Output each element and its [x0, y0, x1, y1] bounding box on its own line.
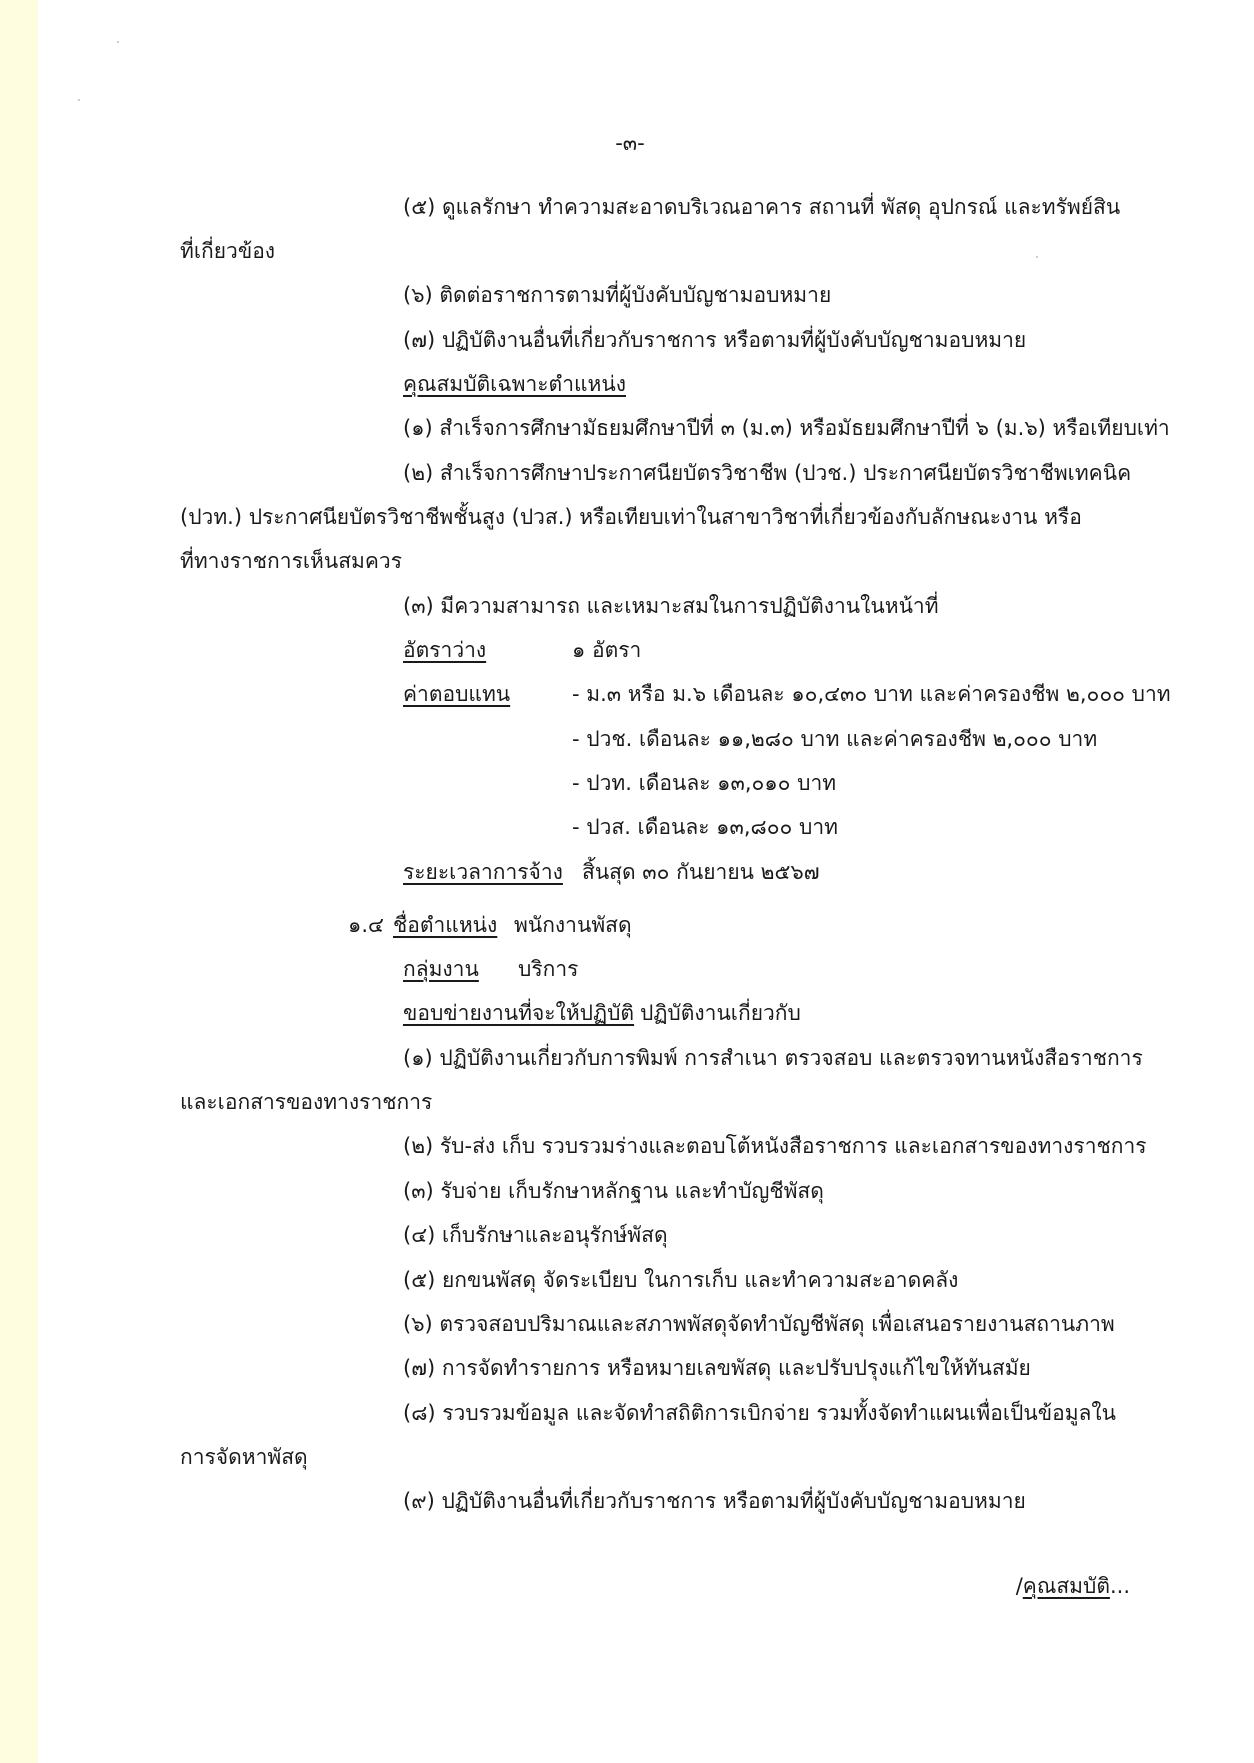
term-label: ระยะเวลาการจ้าง: [403, 860, 563, 884]
page-number: -๓-: [615, 131, 645, 155]
qualification-line-wrap: (ปวท.) ประกาศนียบัตรวิชาชีพชั้นสูง (ปวส.) หรือเทียบเท่าในสาขาวิชาที่เกี่ยวข้องกับลักษณะงาน หรือ: [180, 505, 1082, 529]
duty-line: (๙) ปฏิบัติงานอื่นที่เกี่ยวกับราชการ หรือตามที่ผู้บังคับบัญชามอบหมาย: [403, 1489, 1026, 1513]
duty-line-wrap: ที่เกี่ยวข้อง: [180, 239, 276, 263]
qualification-line: (๓) มีความสามารถ และเหมาะสมในการปฏิบัติงานในหน้าที่: [403, 594, 939, 618]
duty-line: (๓) รับจ่าย เก็บรักษาหลักฐาน และทำบัญชีพัสดุ: [403, 1179, 824, 1203]
group-value: บริการ: [518, 957, 579, 981]
scope-value: ปฏิบัติงานเกี่ยวกับ: [640, 1001, 801, 1025]
scan-speck: [78, 99, 80, 101]
continuation-link-text: คุณสมบัติ: [1022, 1574, 1110, 1598]
scan-speck: [117, 41, 119, 43]
compensation-label: ค่าตอบแทน: [403, 682, 511, 706]
term-value: สิ้นสุด ๓๐ กันยายน ๒๕๖๗: [582, 860, 820, 884]
compensation-line: - ปวท. เดือนละ ๑๓,๐๑๐ บาท: [572, 771, 837, 795]
qualifications-heading: คุณสมบัติเฉพาะตำแหน่ง: [403, 372, 626, 396]
continuation-suffix: ...: [1109, 1574, 1130, 1598]
duty-line: (๖) ติดต่อราชการตามที่ผู้บังคับบัญชามอบหมาย: [403, 283, 832, 307]
section-number: ๑.๔: [348, 913, 384, 937]
duty-line: (๔) เก็บรักษาและอนุรักษ์พัสดุ: [403, 1223, 668, 1247]
compensation-line: - ปวช. เดือนละ ๑๑,๒๘๐ บาท และค่าครองชีพ ๒,๐๐๐ บาท: [572, 727, 1098, 751]
scope-label: ขอบข่ายงานที่จะให้ปฏิบัติ: [403, 1001, 635, 1025]
position-label: ชื่อตำแหน่ง: [393, 913, 498, 937]
continuation-marker: [1016, 1571, 1130, 1601]
qualification-line: (๑) สำเร็จการศึกษามัธยมศึกษาปีที่ ๓ (ม.๓) หรือมัธยมศึกษาปีที่ ๖ (ม.๖) หรือเทียบเท่า: [403, 416, 1170, 440]
duty-line: (๕) ดูแลรักษา ทำความสะอาดบริเวณอาคาร สถานที่ พัสดุ อุปกรณ์ และทรัพย์สิน: [403, 195, 1121, 219]
duty-line: (๘) รวบรวมข้อมูล และจัดทำสถิติการเบิกจ่าย รวมทั้งจัดทำแผนเพื่อเป็นข้อมูลใน: [403, 1401, 1117, 1425]
scan-speck: [1036, 256, 1038, 258]
qualification-line: (๒) สำเร็จการศึกษาประกาศนียบัตรวิชาชีพ (ปวช.) ประกาศนียบัตรวิชาชีพเทคนิค: [403, 461, 1132, 485]
vacancy-label: อัตราว่าง: [403, 638, 487, 662]
compensation-line: - ปวส. เดือนละ ๑๓,๘๐๐ บาท: [572, 815, 838, 839]
position-value: พนักงานพัสดุ: [514, 913, 632, 937]
duty-line: (๒) รับ-ส่ง เก็บ รวบรวมร่างและตอบโต้หนังสือราชการ และเอกสารของทางราชการ: [403, 1134, 1147, 1158]
duty-line: (๕) ยกขนพัสดุ จัดระเบียบ ในการเก็บ และทำความสะอาดคลัง: [403, 1268, 959, 1292]
duty-line-wrap: และเอกสารของทางราชการ: [180, 1090, 433, 1114]
duty-line: (๑) ปฏิบัติงานเกี่ยวกับการพิมพ์ การสำเนา ตรวจสอบ และตรวจทานหนังสือราชการ: [403, 1046, 1143, 1070]
vacancy-value: ๑ อัตรา: [572, 638, 642, 662]
qualification-line-wrap: ที่ทางราชการเห็นสมควร: [180, 549, 402, 573]
group-label: กลุ่มงาน: [403, 957, 479, 981]
duty-line: (๖) ตรวจสอบปริมาณและสภาพพัสดุจัดทำบัญชีพัสดุ เพื่อเสนอรายงานสถานภาพ: [403, 1312, 1115, 1336]
continuation-prefix: /: [1015, 1574, 1023, 1598]
compensation-line: - ม.๓ หรือ ม.๖ เดือนละ ๑๐,๔๓๐ บาท และค่าครองชีพ ๒,๐๐๐ บาท: [572, 682, 1171, 706]
duty-line: (๗) ปฏิบัติงานอื่นที่เกี่ยวกับราชการ หรือตามที่ผู้บังคับบัญชามอบหมาย: [403, 328, 1027, 352]
duty-line-wrap: การจัดหาพัสดุ: [180, 1445, 308, 1469]
duty-line: (๗) การจัดทำรายการ หรือหมายเลขพัสดุ และปรับปรุงแก้ไขให้ทันสมัย: [403, 1356, 1031, 1380]
